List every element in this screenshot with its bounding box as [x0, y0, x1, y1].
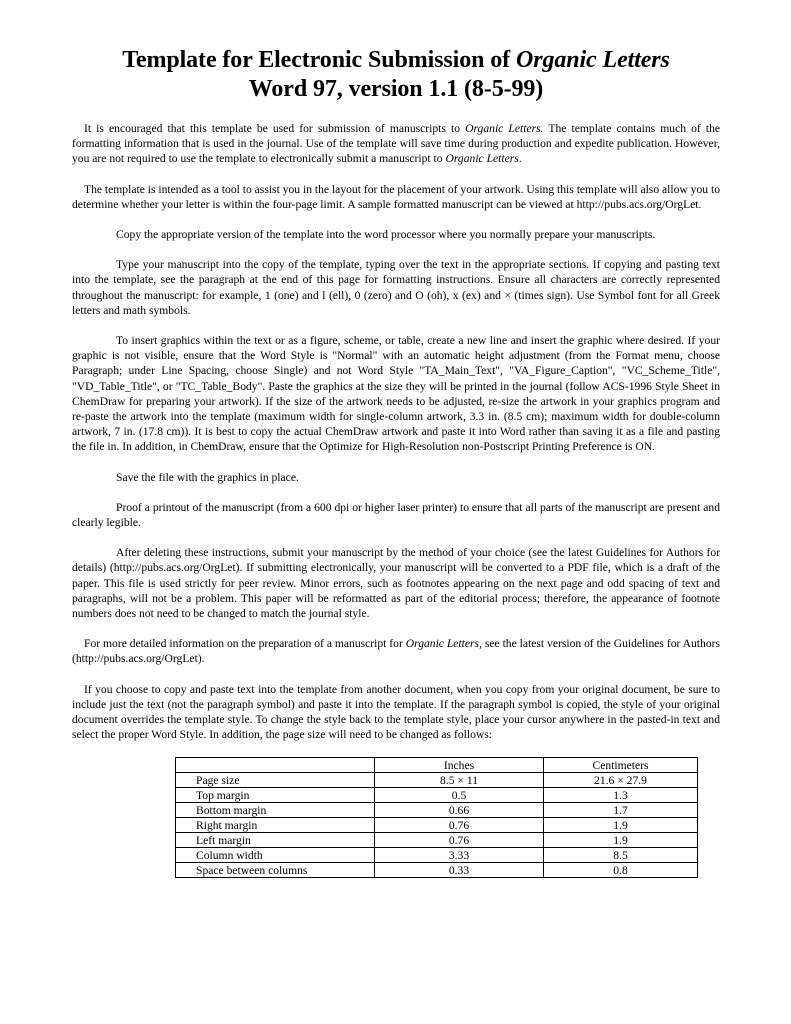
table-cell-label: Bottom margin	[176, 802, 375, 817]
table-row	[176, 802, 698, 817]
table-header-cell	[176, 757, 375, 772]
paragraph-intro: It is encouraged that this template be used for submission of manuscripts to Organic Letters. The template contains much of the formatting information that is used in the journal. Use of the template will save time during production and expedite publication. However, you are not required to use the template to electronically submit a manuscript to Organic Letters.	[72, 122, 721, 166]
paragraph-submit-manuscript: After deleting these instructions, submit your manuscript by the method of your choice (see the latest Guidelines for Authors for details) (http://pubs.acs.org/OrgLet). If submitting electronically, your manuscript will be converted to a PDF file, which is a draft of the paper. This file is used strictly for peer review. Minor errors, such as footnotes appearing on the next page and odd spacing of text and paragraphs, will not be a problem. This paper will be reformatted as part of the editorial process; therefore, the appearance of footnote numbers does not need to be changed to match the journal style.	[72, 546, 720, 621]
table-header-cell: Centimeters	[544, 757, 698, 772]
document-title	[72, 46, 720, 104]
document-page	[72, 46, 720, 878]
table-cell-centimeters: 1.3	[544, 787, 698, 802]
paragraph-proof-printout: Proof a printout of the manuscript (from a 600 dpi or higher laser printer) to ensure that all parts of the manuscript are present and clearly legible.	[72, 500, 720, 530]
table-row	[176, 817, 698, 832]
table-cell-centimeters: 8.5	[544, 847, 698, 862]
table-cell-inches: 3.33	[375, 847, 544, 862]
table-cell-label: Top margin	[176, 787, 375, 802]
title-journal-name: Organic Letters	[515, 47, 670, 73]
paragraph-template-purpose: The template is intended as a tool to assist you in the layout for the placement of your artwork. Using this template will also allow you to determine whether your letter is within the four-page limit. A sample formatted manuscript can be viewed at http://pubs.acs.org/OrgLet.	[72, 182, 720, 211]
table-cell-inches: 8.5 × 11	[375, 772, 544, 787]
table-cell-label: Right margin	[176, 817, 375, 832]
table-row	[176, 772, 698, 787]
table-cell-centimeters: 1.9	[544, 817, 698, 832]
table-row	[176, 862, 698, 877]
paragraph-more-information: For more detailed information on the preparation of a manuscript for Organic Letters, see the latest version of the Guidelines for Authors (http://pubs.acs.org/OrgLet).	[72, 637, 720, 666]
table-cell-centimeters: 1.7	[544, 802, 698, 817]
table-cell-inches: 0.76	[375, 817, 544, 832]
table-cell-label: Page size	[176, 772, 375, 787]
paragraph-insert-graphics: To insert graphics within the text or as a figure, scheme, or table, create a new line and insert the graphic where desired. If your graphic is not visible, ensure that the Word Style is "Normal" with an automatic height adjustment (from the Format menu, choose Paragraph; under Line Spacing, choose Single) and not Word Style "TA_Main_Text", "VA_Figure_Caption", "VC_Scheme_Title", "VD_Table_Title", or "TC_Table_Body". Paste the graphics at the size they will be printed in the journal (follow ACS-1996 Style Sheet in ChemDraw for preparing your artwork). If the size of the artwork needs to be adjusted, re-size the artwork in your graphics program and re-paste the artwork into the template (maximum width for single-column artwork, 3.3 in. (8.5 cm); maximum width for double-column artwork, 7 in. (17.8 cm)). It is best to copy the actual ChemDraw artwork and paste it into Word rather than saving it as a file and pasting the file in. In addition, in ChemDraw, ensure that the Optimize for High-Resolution non-Postscript Printing Preference is ON.	[72, 334, 720, 454]
paragraph-copy-template: Copy the appropriate version of the template into the word processor where you normally prepare your manuscripts.	[116, 228, 656, 242]
paragraph-type-manuscript: Type your manuscript into the copy of the template, typing over the text in the appropriate sections. If copying and pasting text into the template, see the paragraph at the end of this page for formatting instructions. Ensure all characters are correctly represented throughout the manuscript: for example, 1 (one) and l (ell), 0 (zero) and O (oh), x (ex) and × (times sign). Use Symbol font for all Greek letters and math symbols.	[72, 258, 720, 317]
title-line-2: Word 97, version 1.1 (8-5-99)	[248, 76, 544, 102]
table-cell-inches: 0.76	[375, 832, 544, 847]
table-cell-centimeters: 21.6 × 27.9	[544, 772, 698, 787]
table-header-row	[176, 757, 698, 772]
table-cell-inches: 0.33	[375, 862, 544, 877]
table-cell-label: Left margin	[176, 832, 375, 847]
table-cell-inches: 0.66	[375, 802, 544, 817]
table-cell-centimeters: 0.8	[544, 862, 698, 877]
paragraph-copy-paste-instructions: If you choose to copy and paste text into the template from another document, when you copy from your original document, be sure to include just the text (not the paragraph symbol) and paste it into the template. If the paragraph symbol is copied, the style of your original document overrides the template style. To change the style back to the template style, place your cursor anywhere in the pasted-in text and select the proper Word Style. In addition, the page size will need to be changed as follows:	[72, 682, 720, 742]
table-cell-label: Space between columns	[176, 862, 375, 877]
table-cell-inches: 0.5	[375, 787, 544, 802]
table-row	[176, 832, 698, 847]
table-cell-label: Column width	[176, 847, 375, 862]
table-header-cell: Inches	[375, 757, 544, 772]
table-row	[176, 787, 698, 802]
title-line-1-text: Template for Electronic Submission of	[122, 47, 516, 73]
paragraph-save-file: Save the file with the graphics in place.	[116, 470, 299, 484]
page-size-table	[175, 757, 698, 878]
title-line-1	[72, 46, 720, 75]
table-cell-centimeters: 1.9	[544, 832, 698, 847]
table-row	[176, 847, 698, 862]
